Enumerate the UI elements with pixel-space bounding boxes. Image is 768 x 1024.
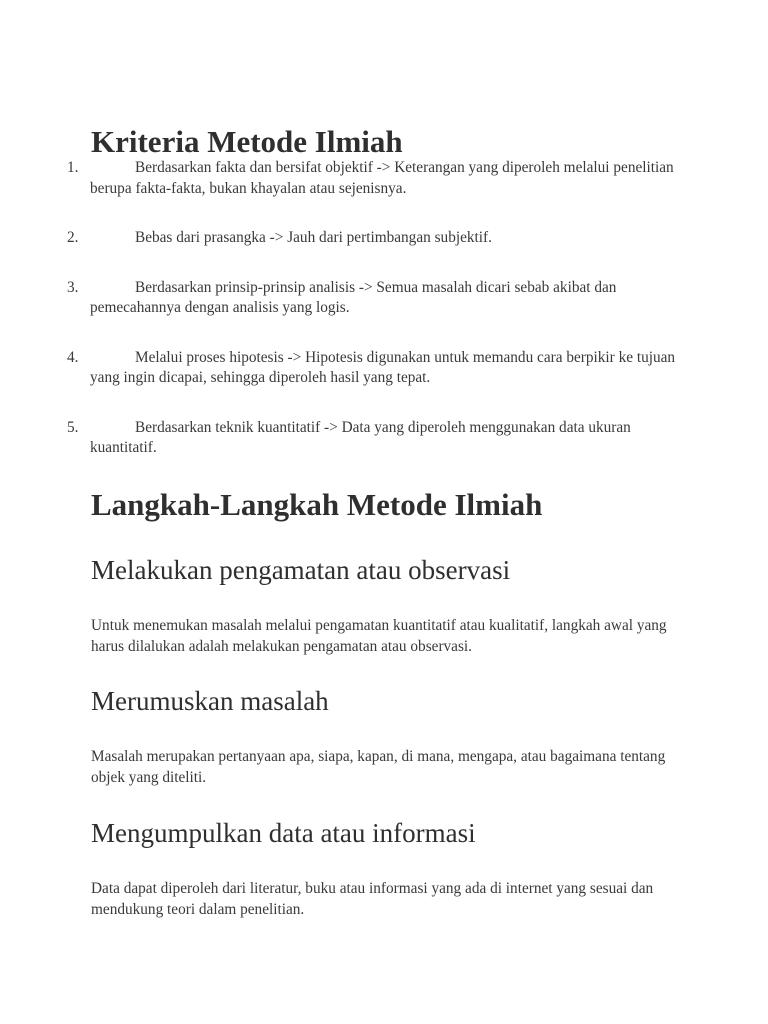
list-item-text: Berdasarkan prinsip-prinsip analisis -> Semua masalah dicari sebab akibat dan pemecahannya dengan analisis yang logis.: [90, 278, 617, 316]
criteria-heading: Kriteria Metode Ilmiah: [91, 124, 403, 159]
step-text: Untuk menemukan masalah melalui pengamatan kuantitatif atau kualitatif, langkah awal yang harus dilalukan adalah melakukan pengamatan atau observasi.: [91, 617, 667, 655]
list-item-number: 4.: [67, 348, 79, 366]
list-item: [0, 278, 680, 319]
list-item: [0, 158, 680, 199]
criteria-list: [0, 158, 768, 488]
steps-heading: Langkah-Langkah Metode Ilmiah: [91, 487, 543, 522]
list-item-text: Berdasarkan teknik kuantitatif -> Data yang diperoleh menggunakan data ukuran kuantitatif.: [90, 418, 631, 456]
step-title: Merumuskan masalah: [91, 686, 329, 716]
list-item: [0, 228, 680, 249]
list-item-number: 2.: [67, 229, 79, 246]
list-item-number: 3.: [67, 278, 79, 296]
list-item: [0, 348, 680, 389]
step-text: Masalah merupakan pertanyaan apa, siapa, kapan, di mana, mengapa, atau bagaimana tentang objek yang diteliti.: [91, 748, 666, 786]
list-item-number: 1.: [67, 159, 79, 176]
list-item-text: Bebas dari prasangka -> Jauh dari pertimbangan subjektif.: [135, 229, 492, 246]
step-text: Data dapat diperoleh dari literatur, buku atau informasi yang ada di internet yang sesuai dan mendukung teori dalam penelitian.: [91, 880, 654, 918]
list-item-text: Melalui proses hipotesis -> Hipotesis digunakan untuk memandu cara berpikir ke tujuan yang ingin dicapai, sehingga diperoleh hasil yang tepat.: [90, 348, 676, 386]
list-item-number: 5.: [67, 418, 79, 436]
step-title: Mengumpulkan data atau informasi: [91, 818, 476, 848]
list-item: [0, 418, 680, 459]
step-title: Melakukan pengamatan atau observasi: [91, 555, 511, 585]
list-item-text: Berdasarkan fakta dan bersifat objektif -> Keterangan yang diperoleh melalui penelitian berupa fakta-fakta, bukan khayalan atau sejenisnya.: [90, 159, 674, 197]
